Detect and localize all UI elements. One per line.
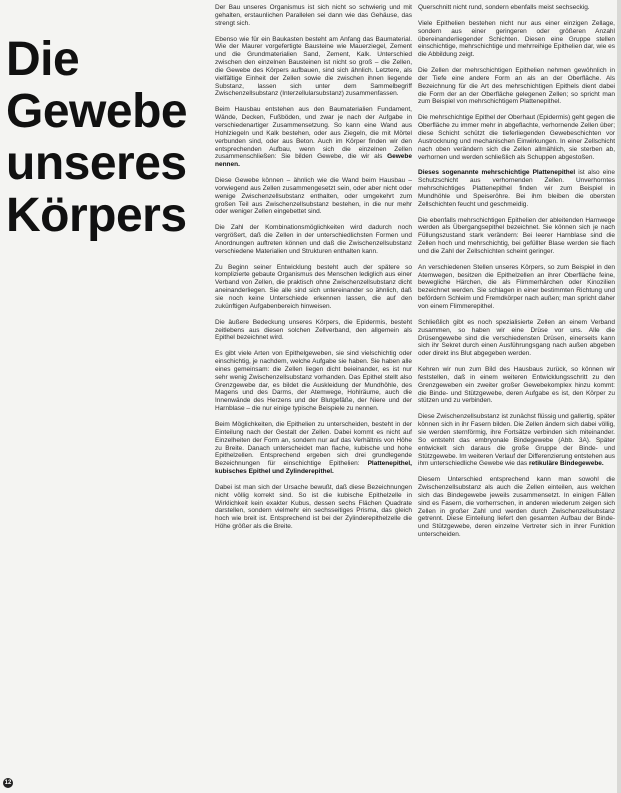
paragraph [215, 350, 412, 413]
paragraph [215, 177, 412, 216]
paragraph [215, 319, 412, 343]
paragraph-text: Diesem Unterschied entsprechend kann man sowohl die Zwischenzellsubstanz als auch die Zellen einteilen, aus welchen sich das Bindegewebe jeweils zusammensetzt. In einigen Fällen sind es Fasern, die vorherrschen, in anderen wiederum zeigen sich Zellen in großer Zahl und werden durch Zwischenzellsubstanz getrennt. Diese Einteilung liefert den gesamten Aufbau der Binde- und Stützgewebe, deren einzelne Vertreter sich in ihrer Funktion unterscheiden. [418, 476, 615, 539]
text-column-right [418, 4, 615, 547]
paragraph [215, 36, 412, 99]
article-title [6, 34, 212, 242]
page-number: 12 [4, 780, 12, 786]
paragraph-text: Zu Beginn seiner Entwicklung besteht auch der spätere so komplizierte gebaute Organismus des Menschen lediglich aus einer Verband von Zellen, die praktisch ohne Zwischenzellsubstanz dicht aneinanderliegen. Sie alle sind sich untereinander so ähnlich, daß sie noch keine Unterschiede erkennen lassen, die auf den zukünftigen Aufgabenbereich hinweisen. [215, 263, 412, 310]
paragraph [215, 421, 412, 476]
text-column-middle [215, 4, 412, 539]
paragraph [215, 484, 412, 531]
paragraph-text: Querschnitt nicht rund, sondern ebenfalls meist sechseckig. [418, 4, 590, 11]
bold-term: retikuläre Bindegewebe. [528, 460, 604, 468]
paragraph-text: Dabei ist man sich der Ursache bewußt, daß diese Bezeichnungen nicht völlig korrekt sind. So ist die kubische Epithelzelle in Wirklichkeit kein exakter Kubus, dessen sechs Flächen Quadrate darstellen, sondern vielmehr ein sechsseitiges Prisma, das gleich hoch wie breit ist. Entsprechend ist bei der Zylinderepithelzelle die Höhe größer als die Breite. [215, 483, 412, 531]
paragraph-text: Die ebenfalls mehrschichtigen Epithelien der ableitenden Harnwege werden als Übergangsepithel bezeichnet. Sie können sich je nach Füllungszustand stark verändern: Bei leerer Harnblase sind die Zellen hoch und mehrschichtig, bei gefüllter Blase werden sie flach und die Zahl der Zellschichten scheint geringer. [418, 216, 615, 255]
paragraph [418, 264, 615, 311]
paragraph [418, 4, 615, 12]
bold-term: Plattenepithel, kubisches Epithel und Zylinderepithel. [215, 460, 412, 476]
paragraph [418, 476, 615, 539]
paragraph-text: Die Zahl der Kombinationsmöglichkeiten wird dadurch noch vergrößert, daß die Zellen in der unterschiedlichsten Formen und Anordnungen auftreten können und daß die Zwischenzellsubstanz verschiedene Materialien und Strukturen enthalten kann. [215, 224, 412, 255]
paragraph [418, 169, 615, 208]
paragraph-text: Die Zellen der mehrschichtigen Epithelien nehmen gewöhnlich in der Tiefe eine andere Form an als an der Oberfläche. Als Bezeichnung für die Art des mehrschichtigen Epithels dient dabei die Form der an der Oberfläche gelegenen Zellen; so spricht man zum Beispiel von mehrschichtigem Plattenepithel. [418, 67, 615, 106]
title-line: unseres [6, 137, 187, 191]
paragraph-text: Die mehrschichtige Epithel der Oberhaut (Epidermis) geht gegen die Oberfläche zu immer mehr in abgeflachte, verhornende Zellen über; diese Schicht schützt die tieferliegenden Gewebeschichten vor Austrocknung und mechanischen Einwirkungen. In einer Zellschicht nach oben verändern sich die Zellen allmählich, sie sterben ab, verhornen und werden schließlich als Schuppen abgestoßen. [418, 114, 615, 161]
paragraph [215, 264, 412, 311]
paragraph [418, 413, 615, 468]
paragraph-text: Ebenso wie für ein Baukasten besteht am Anfang das Baumaterial. Wie der Maurer vorgefertigte Bausteine wie Mauerziegel, Zement und die Grundmaterialien Sand, Zement, Kalk. Unterschied zwischen den einzelnen Bausteinen ist nicht so groß – die Zellen, die Gewebe des Körpers aufbauen, sind sich ähnlich. Letztere, als vielfältige Einheit der Zellen sowie die zwischen ihnen liegende Substanz, lassen sich unter dem Sammelbegriff Zwischenzellsubstanz (Interzellularsubstanz) zusammenfassen. [215, 35, 412, 98]
bold-term: Dieses sogenannte mehrschichtige Plattenepithel [418, 169, 576, 177]
paragraph-text: Beim Hausbau entstehen aus den Baumaterialien Fundament, Wände, Decken, Fußböden, und zwar je nach der Aufgabe in verschiedenartiger Zusammensetzung. So kann eine Wand aus Hohlziegeln und Kalk bestehen, oder aus Ziegeln, die mit Mörtel verbunden sind, oder aus Beton. Auch im Körper finden wir den entsprechenden Aufbau, wenn sich die einzelnen Zellen zusammenschließen: Sie bilden Gewebe, die wir als [215, 106, 412, 161]
paragraph-text: Diese Gewebe können – ähnlich wie die Wand beim Hausbau – vorwiegend aus Zellen zusammengesetzt sein, oder aber nicht oder wenige Zwischenzellsubstanz enthalten, oder umgekehrt zum großen Teil aus Zwischenzellsubstanz bestehen, in die nur mehr oder weniger Zellen eingebettet sind. [215, 177, 412, 216]
paragraph [215, 106, 412, 169]
paragraph-text: ist also eine Schutzschicht aus verhornenden Zellen. Unverhorntes mehrschichtiges Plattenepithel finden wir zum Beispiel in Mundhöhle und Speiseröhre. Bei ihm bleiben die obersten Zellschichten feucht und geschmeidig. [418, 169, 615, 208]
title-line: Gewebe [6, 85, 188, 139]
paragraph [418, 114, 615, 161]
paragraph-text: Diese Zwischenzellsubstanz ist zunächst flüssig und gallertig, später können sich in ihr Fasern bilden. Die Zellen ändern sich dabei völlig, sie werden sternförmig, ihre Fortsätze verbinden sich miteinander. So entsteht das embryonale Bindegewebe (Abb. 3A). Später entwickelt sich daraus die große Gruppe der Binde- und Stützgewebe. Im weiteren Verlauf der Differenzierung entstehen aus ihm unterschiedliche Gewebe wie das [418, 413, 615, 468]
paragraph-text: Schließlich gibt es noch spezialisierte Zellen an einem Verband zusammen, so haben wir eine Drüse vor uns. Alle die Drüsengewebe sind die verschiedensten Drüsen, einerseits kann sich ihr Sekret durch einen Ausführungsgang nach außen abgeben oder direkt ins Blut abgegeben werden. [418, 318, 615, 358]
paragraph [418, 217, 615, 256]
paragraph-text: Der Bau unseres Organismus ist sich nicht so schwierig und mit gehalten, erstaunlichen Parallelen sei dann wie das Gehäuse, das strengt sich. [215, 4, 412, 27]
bold-term: Gewebe nennen. [215, 153, 413, 169]
paragraph [215, 4, 412, 28]
paragraph-text: An verschiedenen Stellen unseres Körpers, so zum Beispiel in den Atemwegen, besitzen die Epithelzellen an ihrer Oberfläche feine, bewegliche Härchen, die als Flimmerhärchen oder Kinozilien bezeichnet werden. Sie schlagen in einer bestimmten Richtung und befördern Schleim und Fremdkörper nach außen; man spricht daher von einem Flimmerepithel. [418, 263, 615, 310]
paragraph-text: Kehren wir nun zum Bild des Hausbaus zurück, so können wir feststellen, daß in einem weiteren Entwicklungsschritt zu den Grenzgeweben ein zweiter großer Gewebekomplex hinzu kommt: die Binde- und Stützgewebe, deren Aufgabe es ist, den Körper zu stützen und zu verbinden. [418, 366, 615, 405]
paragraph [418, 67, 615, 106]
scan-edge [617, 0, 621, 793]
title-line: Die [6, 33, 80, 87]
title-line: Körpers [6, 189, 187, 243]
paragraph [418, 319, 615, 358]
paragraph-text: Viele Epithelien bestehen nicht nur aus einer einzigen Zellage, sondern aus einer geringeren oder größeren Anzahl übereinanderliegender Schichten. Diesen eine Gruppe stellen einschichtige, mehrschichtige und mehrreihige Epithelien dar, wie es die Abbildung zeigt. [418, 19, 615, 59]
paragraph-text: Es gibt viele Arten von Epithelgeweben, sie sind vielschichtig oder einschichtig, je nachdem, welche Aufgabe sie haben. Sie haben alle eines gemeinsam: die Zellen liegen dicht beieinander, es ist nur sehr wenig Zwischenzellsubstanz vorhanden. Das Epithel stellt also Grenzgewebe dar, es bildet die Auskleidung der Mundhöhle, des Magens und des Darms, der Atemwege, Hohlräume, auch die Innenwände des Herzens und der Blutgefäße, der Niere und der Harnblase – die nur einige typische Beispiele zu nennen. [215, 350, 412, 413]
paragraph-text: Beim Möglichkeiten, die Epithelien zu unterscheiden, besteht in der Einteilung nach der Gestalt der Zellen. Dabei kommt es nicht auf Einzelheiten der Form an, sondern nur auf das Verhältnis von Höhe zu Breite. Danach unterscheidet man flache, kubische und hohe Epithelzellen. Entsprechend ergeben sich drei grundlegende Bezeichnungen für einschichtige Epithelien: [215, 420, 412, 468]
paragraph [418, 20, 615, 59]
paragraph-text: Die äußere Bedeckung unseres Körpers, die Epidermis, besteht zeitlebens aus diesen solchen Zellverband, den allgemein als Epithel bezeichnet wird. [215, 318, 412, 342]
paragraph [418, 366, 615, 405]
paragraph [215, 224, 412, 255]
